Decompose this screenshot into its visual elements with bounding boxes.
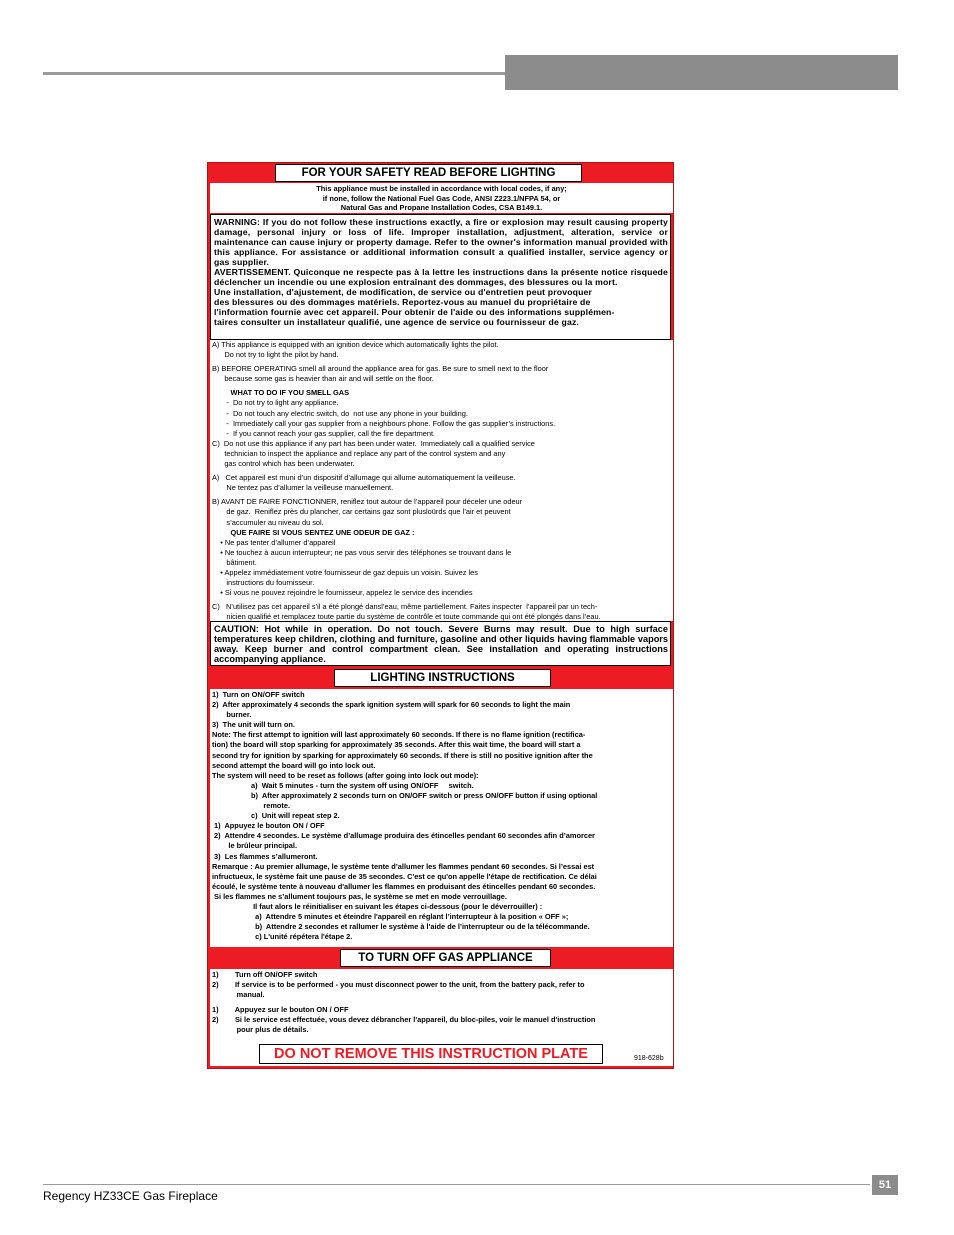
- turnoff-line: pour plus de détails.: [212, 1025, 309, 1035]
- page-number: 51: [872, 1175, 898, 1195]
- turnoff-line: 1) Appuyez sur le bouton ON / OFF: [212, 1005, 349, 1015]
- lighting-line: tion) the board will stop sparking for approximately 35 seconds. After this wait time, the board will start a: [212, 740, 581, 750]
- lighting-line: infructueux, le système fait une pause de 35 secondes. C'est ce qu'on appelle l'étape de rectification. Ce délai: [212, 871, 597, 881]
- install-line: Natural Gas and Propane Installation Codes, CSA B149.1.: [340, 203, 543, 213]
- instruction-line: - Immediately call your gas supplier from a neighbours phone. Follow the gas supplier’s instructions.: [212, 418, 556, 428]
- lighting-line: b) Attendre 2 secondes et rallumer le système à l'aide de l’interrupteur ou de la télécommande.: [212, 922, 590, 932]
- warning-box: [210, 214, 671, 340]
- lighting-line: 3) Les flammes s’allumeront.: [212, 851, 318, 861]
- lighting-line: Il faut alors le réinitialiser en suivant les étapes ci-dessous (pour le déverrouiller) :: [212, 901, 543, 911]
- lighting-line: second attempt the board will go into lock out.: [212, 760, 376, 770]
- lighting-line: Si les flammes ne s’allument toujours pas, le système se met en mode verrouillage.: [212, 891, 507, 901]
- turnoff-line: 2) Si le service est effectuée, vous devez débrancher l'appareil, du bloc-piles, voir le manuel d'instruction: [212, 1015, 596, 1025]
- warning-text: WARNING: If you do not follow these instructions exactly, a fire or explosion may result causing property damage, personal injury or loss of life. Improper installation, adjustment, alteration, service or maintenance can cause injury or property damage. Refer to the owner's information manual provided with this appliance. For assistance or additional information consult a qualified installer, service agency or gas supplier.: [214, 217, 668, 267]
- instruction-line: bâtiment.: [212, 557, 257, 567]
- instruction-line: instructions du fournisseur.: [212, 578, 315, 588]
- install-line: if none, follow the National Fuel Gas Code, ANSI Z223.1/NFPA 54, or: [322, 193, 561, 203]
- instruction-line: • Si vous ne pouvez rejoindre le fournisseur, appelez le service des incendies: [212, 588, 473, 598]
- avertissement-line: taires consulter un installateur qualifié, une agence de service ou fournisseur de gaz.: [214, 317, 579, 327]
- avertissement-line: l'information fournie avec cet appareil. Pour obtenir de l'aide ou des informations supplémen-: [214, 307, 615, 317]
- lighting-line: remote.: [212, 801, 291, 811]
- lighting-line: second try for ignition by sparking for approximately 60 seconds. If there is still no positive ignition after the: [212, 750, 593, 760]
- install-note-box: [210, 183, 673, 213]
- instruction-line: A) This appliance is equipped with an ignition device which automatically lights the pilot.: [212, 340, 499, 349]
- instruction-line: - Do not try to light any appliance.: [212, 398, 339, 408]
- footer-title: Regency HZ33CE Gas Fireplace: [43, 1189, 218, 1203]
- lighting-line: b) After approximately 2 seconds turn on ON/OFF switch or press ON/OFF button if using optional: [212, 790, 598, 800]
- lighting-line: a) Attendre 5 minutes et éteindre l'appareil en réglant l’interrupteur à la position « OFF »;: [212, 912, 569, 922]
- instruction-line: • Appelez immédiatement votre fournisseur de gaz depuis un voisin. Suivez les: [212, 567, 478, 577]
- header-bar: [505, 55, 898, 90]
- lighting-line: 1) Turn on ON/OFF switch: [212, 690, 305, 699]
- turnoff-line: 1) Turn off ON/OFF switch: [212, 970, 318, 979]
- instruction-line: • Ne touchez à aucun interrupteur; ne pas vous servir des téléphones se trouvant dans le: [212, 547, 512, 557]
- footer-rule: [43, 1184, 870, 1185]
- lighting-title: LIGHTING INSTRUCTIONS: [334, 669, 551, 687]
- instruction-line: B) AVANT DE FAIRE FONCTIONNER, reniflez tout autour de l’appareil pour déceler une odeur: [212, 497, 523, 507]
- lighting-line: The system will need to be reset as follows (after going into lock out mode):: [212, 770, 479, 780]
- instruction-line: because some gas is heavier than air and will settle on the floor.: [212, 374, 434, 384]
- do-not-remove-label: DO NOT REMOVE THIS INSTRUCTION PLATE: [259, 1044, 603, 1064]
- instruction-line: technician to inspect the appliance and replace any part of the control system and any: [212, 448, 506, 458]
- instruction-line: - Do not touch any electric switch, do not use any phone in your building.: [212, 408, 468, 418]
- avertissement-line: Une installation, d'ajustement, de modification, de service ou d'entretien peut provoquer: [214, 287, 593, 297]
- lighting-line: burner.: [212, 710, 252, 720]
- instruction-line: C) N’utilisez pas cet appareil s’il a été plongé dansl’eau, même partiellement. Faites inspecter l’appareil par un tech-: [212, 602, 598, 612]
- instruction-line: gas control which has been underwater.: [212, 459, 355, 469]
- lighting-line: Note: The first attempt to ignition will last approximately 60 seconds. If there is no flame ignition (rectifica-: [212, 730, 586, 740]
- safety-title: FOR YOUR SAFETY READ BEFORE LIGHTING: [275, 164, 582, 182]
- lighting-line: a) Wait 5 minutes - turn the system off using ON/OFF switch.: [212, 780, 474, 790]
- avertissement-text: AVERTISSEMENT. Quiconque ne respecte pas à la lettre les instructions dans la présente notice risquede déclencher un incendie ou une explosion entraînant des dommages, des blessures ou la mort.: [214, 267, 668, 287]
- avertissement-line: des blessures ou des dommages matériels. Reportez-vous au manuel du propriétaire de: [214, 297, 591, 307]
- lighting-line: 2) Attendre 4 secondes. Le système d’allumage produira des étincelles pendant 60 secondes afin d’amorcer: [212, 831, 595, 841]
- instruction-line: Do not try to light the pilot by hand.: [212, 350, 339, 360]
- instruction-line: • Ne pas tenter d’allumer d’appareil: [212, 537, 336, 547]
- operating-instructions-box: [210, 340, 673, 621]
- turnoff-instructions-box: [210, 969, 673, 1066]
- lighting-instructions-box: [210, 689, 673, 947]
- instruction-plate: [207, 162, 674, 1069]
- turnoff-line: 2) If service is to be performed - you must disconnect power to the unit, from the battery pack, refer to: [212, 980, 585, 990]
- instruction-line: QUE FAIRE SI VOUS SENTEZ UNE ODEUR DE GAZ :: [212, 527, 415, 537]
- lighting-line: Remarque : Au premier allumage, le système tente d’allumer les flammes pendant 60 secondes. Si l’essai est: [212, 861, 595, 871]
- instruction-line: B) BEFORE OPERATING smell all around the appliance area for gas. Be sure to smell next to the floor: [212, 364, 549, 374]
- instruction-line: - If you cannot reach your gas supplier, call the fire department.: [212, 428, 436, 438]
- instruction-line: WHAT TO DO IF YOU SMELL GAS: [212, 388, 350, 398]
- instruction-line: de gaz. Reniflez près du plancher, car certains gaz sont plusloürds que l’air et peuvent: [212, 507, 511, 517]
- lighting-line: 2) After approximately 4 seconds the spark ignition system will spark for 60 seconds to light the main: [212, 700, 571, 710]
- lighting-line: c) Unit will repeat step 2.: [212, 811, 340, 821]
- turnoff-line: manual.: [212, 990, 265, 1000]
- part-number: 918-628b: [634, 1055, 664, 1062]
- instruction-line: nicien qualifié et remplacez toute partie du système de contrôle et toute commande qui ont été plongés dans l’eau.: [212, 612, 601, 622]
- lighting-line: écoulé, le système tente à nouveau d'allumer les flammes en produisant des étincelles pendant 60 secondes.: [212, 881, 596, 891]
- lighting-line: c) L'unité répétera l'étape 2.: [212, 932, 353, 942]
- lighting-line: 1) Appuyez le bouton ON / OFF: [212, 821, 325, 831]
- turnoff-title: TO TURN OFF GAS APPLIANCE: [340, 949, 551, 967]
- instruction-line: Ne tentez pas d’allumer la veilleuse manuellement.: [212, 483, 394, 493]
- instruction-line: A) Cet appareil est muni d’un dispositif d’allumage qui allume automatiquement la veilleuse.: [212, 473, 516, 483]
- lighting-line: le brûleur principal.: [212, 841, 298, 851]
- instruction-line: s’accumuler au niveau du sol.: [212, 517, 324, 527]
- lighting-line: 3) The unit will turn on.: [212, 720, 295, 730]
- header-rule: [43, 72, 505, 75]
- caution-box: CAUTION: Hot while in operation. Do not touch. Severe Burns may result. Due to high surface temperatures keep children, clothing and furniture, gasoline and other liquids having flammable vapors away. Keep burner and control compartment clean. See installation and operating instructions accompanying appliance.: [210, 621, 671, 666]
- instruction-line: C) Do not use this appliance if any part has been under water. Immediately call a qualified service: [212, 438, 535, 448]
- install-line: This appliance must be installed in accordance with local codes, if any;: [316, 184, 567, 193]
